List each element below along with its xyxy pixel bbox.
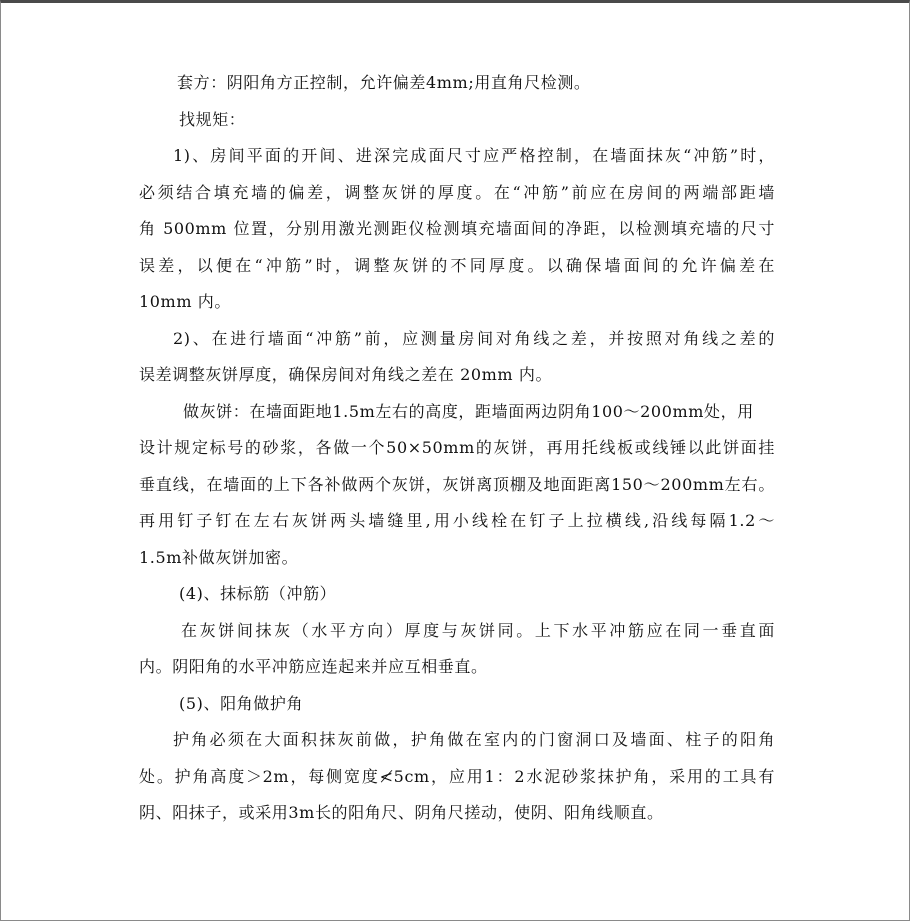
paragraph-plaster-cake-line-1: 做灰饼：在墙面距地1.5m左右的高度，距墙面两边阴角100～200mm处，用	[183, 401, 754, 421]
paragraph-item1-line-2: 必须结合填充墙的偏差，调整灰饼的厚度。在“冲筋”前应在房间的两端部距墙	[139, 182, 775, 202]
paragraph-item1-line-4: 误差，以便在“冲筋”时，调整灰饼的不同厚度。以确保墙面间的允许偏差在	[139, 255, 775, 275]
paragraph-plaster-cake-line-5: 1.5m补做灰饼加密。	[139, 547, 299, 567]
paragraph-squaring-line-1: 套方：阴阳角方正控制，允许偏差4mm;用直角尺检测。	[177, 73, 591, 92]
paragraph-leveling-heading: 找规矩：	[179, 109, 246, 129]
paragraph-item5-line-1: 护角必须在大面积抹灰前做，护角做在室内的门窗洞口及墙面、柱子的阳角	[173, 730, 775, 749]
paragraph-item2-line-1: 2)、在进行墙面“冲筋”前，应测量房间对角线之差，并按照对角线之差的	[173, 328, 775, 348]
paragraph-item4-line-1: 在灰饼间抹灰（水平方向）厚度与灰饼同。上下水平冲筋应在同一垂直面	[181, 620, 775, 640]
paragraph-plaster-cake-line-3: 垂直线，在墙面的上下各补做两个灰饼，灰饼离顶棚及地面距离150～200mm左右。	[139, 474, 775, 494]
document-body	[139, 65, 775, 832]
paragraph-item1-line-3: 角 500mm 位置，分别用激光测距仪检测填充墙面间的净距，以检测填充墙的尺寸	[139, 219, 775, 238]
paragraph-item5-line-2: 处。护角高度＞2m，每侧宽度≮5cm，应用1：2水泥砂浆抹护角，采用的工具有	[139, 766, 775, 786]
paragraph-item5-line-3: 阴、阳抹子，或采用3m长的阳角尺、阴角尺搓动，使阴、阳角线顺直。	[139, 803, 664, 822]
paragraph-item4-heading: (4)、抹标筋（冲筋）	[179, 584, 337, 603]
paragraph-item1-line-1: 1)、房间平面的开间、进深完成面尺寸应严格控制，在墙面抹灰“冲筋”时，	[173, 146, 775, 165]
paragraph-plaster-cake-line-4: 再用钉子钉在左右灰饼两头墙缝里,用小线栓在钉子上拉横线,沿线每隔1.2～	[139, 511, 775, 530]
paragraph-item4-line-2: 内。阴阳角的水平冲筋应连起来并应互相垂直。	[139, 657, 488, 676]
paragraph-item5-heading: (5)、阳角做护角	[179, 693, 304, 713]
paragraph-item1-line-5: 10mm 内。	[139, 292, 231, 311]
paragraph-item2-line-2: 误差调整灰饼厚度，确保房间对角线之差在 20mm 内。	[139, 365, 553, 384]
paragraph-plaster-cake-line-2: 设计规定标号的砂浆，各做一个50×50mm的灰饼，再用托线板或线锤以此饼面挂	[139, 438, 775, 457]
